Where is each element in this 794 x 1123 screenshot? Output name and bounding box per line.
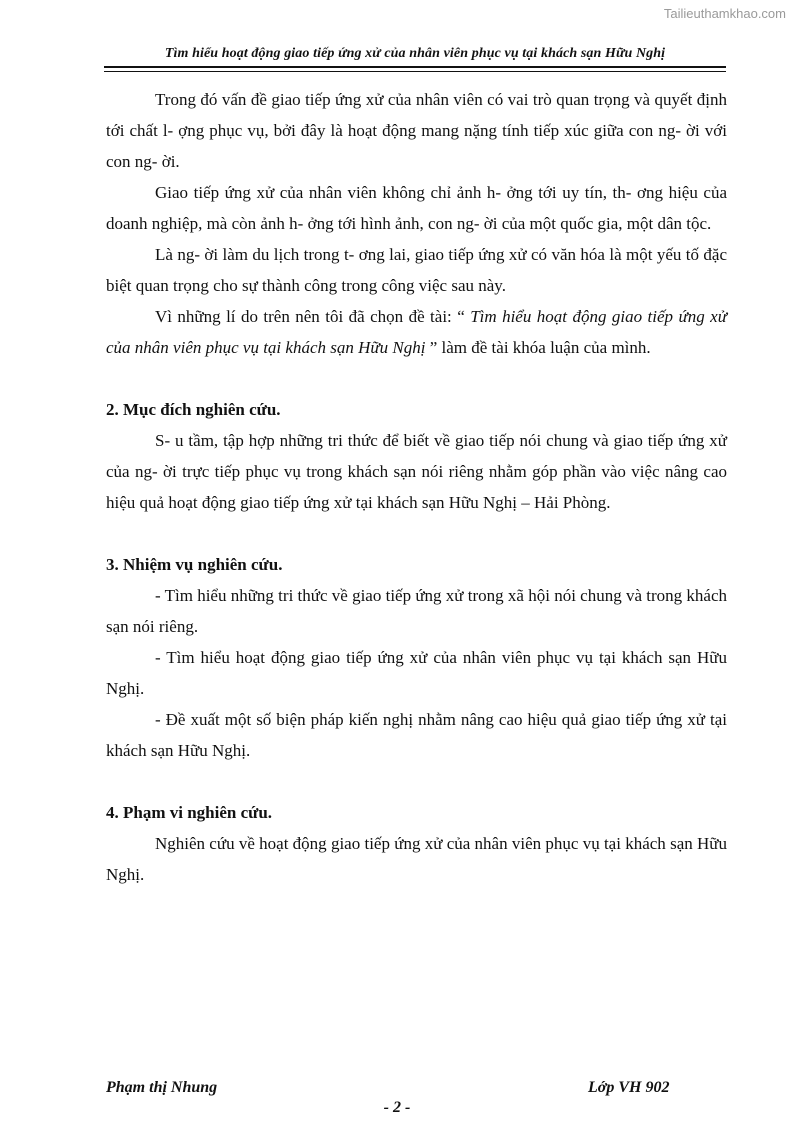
section-2-heading: 2. Mục đích nghiên cứu. (106, 400, 281, 419)
header-rule-thick (104, 66, 726, 68)
footer-author: Phạm thị Nhung (106, 1079, 218, 1096)
intro-p4-after: ” làm đề tài khóa luận của mình. (429, 338, 651, 357)
section-3-item-2: - Tìm hiểu hoạt động giao tiếp ứng xử của nhân viên phục vụ tại khách sạn Hữu Nghị. (106, 648, 727, 698)
document-body (106, 84, 727, 890)
intro-paragraph-3: Là ng- ời làm du lịch trong t- ơng lai, giao tiếp ứng xử có văn hóa là một yếu tố đặc biệt quan trọng cho sự thành công trong công việc sau này. (106, 245, 727, 295)
spacer (106, 766, 727, 797)
watermark: Tailieuthamkhao.com (663, 6, 786, 21)
section-3-heading: 3. Nhiệm vụ nghiên cứu. (106, 555, 283, 574)
section-3-item-1: - Tìm hiểu những tri thức về giao tiếp ứng xử trong xã hội nói chung và trong khách sạn nói riêng. (106, 586, 727, 636)
header-rule-thin (104, 71, 726, 72)
running-header: Tìm hiểu hoạt động giao tiếp ứng xử của nhân viên phục vụ tại khách sạn Hữu Nghị (164, 46, 666, 61)
section-4-paragraph: Nghiên cứu về hoạt động giao tiếp ứng xử của nhân viên phục vụ tại khách sạn Hữu Nghị. (106, 834, 727, 884)
spacer (106, 363, 727, 394)
page-number: - 2 - (383, 1099, 411, 1116)
intro-paragraph-2: Giao tiếp ứng xử của nhân viên không chỉ ảnh h- ởng tới uy tín, th- ơng hiệu của doanh nghiệp, mà còn ảnh h- ởng tới hình ảnh, con ng- ời của một quốc gia, một dân tộc. (106, 183, 727, 233)
section-3-item-3: - Đề xuất một số biện pháp kiến nghị nhằm nâng cao hiệu quả giao tiếp ứng xử tại khách sạn Hữu Nghị. (106, 710, 727, 760)
section-2-paragraph: S- u tầm, tập hợp những tri thức để biết về giao tiếp nói chung và giao tiếp ứng xử của ng- ời trực tiếp phục vụ trong khách sạn nói riêng nhằm góp phần vào việc nâng cao hiệu quả hoạt động giao tiếp ứng xử tại khách sạn Hữu Nghị – Hải Phòng. (106, 431, 727, 512)
footer-class: Lớp VH 902 (588, 1079, 670, 1096)
intro-paragraph-1: Trong đó vấn đề giao tiếp ứng xử của nhân viên có vai trò quan trọng và quyết định tới chất l- ợng phục vụ, bởi đây là hoạt động mang nặng tính tiếp xúc giữa con ng- ời với con ng- ời. (106, 90, 727, 171)
section-4-heading: 4. Phạm vi nghiên cứu. (106, 803, 273, 822)
thesis-title: Tìm hiểu hoạt động giao tiếp ứng xử của nhân viên phục vụ tại khách sạn Hữu Nghị (106, 307, 727, 357)
spacer (106, 518, 727, 549)
intro-paragraph-4 (106, 301, 727, 363)
intro-p4-before: Vì những lí do trên nên tôi đã chọn đề tài: “ (155, 307, 465, 326)
